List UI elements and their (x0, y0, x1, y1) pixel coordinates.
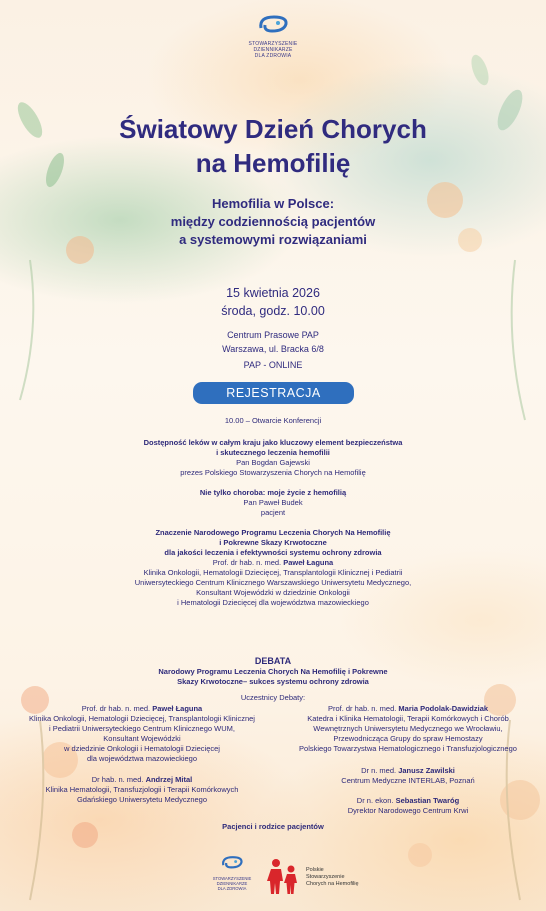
talk-speaker: Pan Bogdan Gajewski (236, 458, 310, 467)
agenda-opening: 10.00 – Otwarcie Konferencji (224, 416, 322, 425)
people-icon (262, 855, 304, 897)
participant-right-2 (276, 766, 540, 786)
participant-affiliation: Klinika Onkologii, Hematologii Dziecięcej, Transplantologii Klinicznej (29, 714, 255, 723)
venue-name: Centrum Prasowe PAP (227, 330, 319, 340)
subtitle (0, 195, 546, 249)
participant-title: Prof. dr hab. n. med. (327, 704, 397, 713)
event-time: środa, godz. 10.00 (221, 304, 325, 318)
agenda-talk-3 (0, 528, 546, 608)
page-title (0, 112, 546, 180)
venue-address: Warszawa, ul. Bracka 6/8 (222, 344, 324, 354)
logo-line: DZIENNIKARZE (216, 881, 248, 886)
talk-speaker-role: pacjent (260, 508, 286, 517)
participant-name-line (12, 775, 272, 785)
debate-section (0, 656, 546, 703)
logo-swirl-icon (218, 855, 246, 871)
footer-logo-organizer (212, 855, 252, 891)
participant-left-2 (12, 775, 272, 805)
footer-logo-psch (262, 855, 362, 897)
event-venue (0, 328, 546, 356)
event-format: PAP - ONLINE (243, 360, 303, 370)
logo-line: Chorych na Hemofilię (306, 881, 359, 887)
talk-title: Znaczenie Narodowego Programu Leczenia Chorych Na Hemofilię (155, 528, 391, 537)
logo-line: STOWARZYSZENIE (248, 41, 298, 47)
speaker-title: Prof. dr hab. n. med. (212, 558, 282, 567)
participant-affiliation: Konsultant Wojewódzki (103, 734, 181, 743)
speaker-affiliation: i Hematologii Dziecięcej dla województwa mazowieckiego (177, 598, 369, 607)
logo-line: DLA ZDROWIA (254, 53, 292, 59)
organizer-logo (243, 14, 303, 59)
title-line: Światowy Dzień Chorych (119, 114, 427, 144)
logo-line: DLA ZDROWIA (217, 886, 247, 891)
talk-speaker-role: prezes Polskiego Stowarzyszenia Chorych na Hemofilię (180, 468, 366, 477)
participant-title: Dr n. ekon. (356, 796, 394, 805)
participant-name-line (12, 704, 272, 714)
speaker-affiliation: Klinika Onkologii, Hematologii Dziecięcej, Transplantologii Klinicznej i Pediatrii (143, 568, 403, 577)
logo-line: Polskie Stowarzyszenie (306, 867, 345, 880)
participant-affiliation: dla województwa mazowieckiego (86, 754, 198, 763)
talk-title: dla jakości leczenia i efektywności systemu ochrony zdrowia (164, 548, 382, 557)
subtitle-line: Hemofilia w Polsce: (211, 196, 335, 211)
speaker-affiliation: Uniwersyteckiego Centrum Klinicznego Warszawskiego Uniwersytetu Medycznego, (134, 578, 412, 587)
participant-affiliation: Wewnętrznych Uniwersytetu Medycznego we Wrocławiu, (313, 724, 503, 733)
participant-name-line (276, 796, 540, 806)
participant-affiliation: Polskiego Towarzystwa Hematologicznego i Transfuzjologicznego (299, 744, 517, 753)
talk-title: Nie tylko choroba: moje życie z hemofilią (199, 488, 347, 497)
debate-title: Narodowy Programu Leczenia Chorych Na Hemofilię i Pokrewne (158, 667, 388, 676)
participant-name: Maria Podolak-Dawidziak (398, 704, 489, 713)
logo-line: DZIENNIKARZE (253, 47, 293, 53)
participant-left-1 (12, 704, 272, 764)
participant-name: Janusz Zawilski (398, 766, 455, 775)
talk-speaker (0, 558, 546, 568)
participant-name: Sebastian Twaróg (395, 796, 460, 805)
agenda-talk-2 (0, 488, 546, 518)
agenda-talk-1 (0, 438, 546, 478)
debate-footer: Pacjenci i rodzice pacjentów (222, 822, 324, 831)
participant-title: Dr hab. n. med. (91, 775, 144, 784)
debate-title: Skazy Krwotoczne– sukces systemu ochrony zdrowia (177, 677, 369, 686)
participant-title: Prof. dr hab. n. med. (81, 704, 151, 713)
participant-affiliation: Centrum Medyczne INTERLAB, Poznań (341, 776, 475, 785)
title-line: na Hemofilię (195, 148, 351, 178)
participant-affiliation: Przewodnicząca Grupy do spraw Hemostazy (333, 734, 483, 743)
participant-affiliation: i Pediatrii Uniwersyteckiego Centrum Klinicznego WUM, (49, 724, 235, 733)
logo-line: STOWARZYSZENIE (212, 876, 252, 881)
talk-title: i Pokrewne Skazy Krwotoczne (219, 538, 327, 547)
participant-right-1 (276, 704, 540, 754)
speaker-affiliation: Konsultant Wojewódzki w dziedzinie Onkologii (196, 588, 350, 597)
participant-right-3 (276, 796, 540, 816)
talk-title: Dostępność leków w całym kraju jako kluczowy element bezpieczeństwa (143, 438, 403, 447)
speaker-name: Paweł Łaguna (283, 558, 334, 567)
talk-speaker: Pan Paweł Budek (243, 498, 303, 507)
participant-title: Dr n. med. (361, 766, 397, 775)
register-button[interactable]: REJESTRACJA (193, 382, 354, 404)
debate-heading: DEBATA (254, 656, 292, 666)
participants-label: Uczestnicy Debaty: (240, 693, 306, 702)
participant-affiliation: Klinika Hematologii, Transfuzjologii i Terapii Komórkowych (45, 785, 239, 794)
participant-affiliation: w dziedzinie Onkologii i Hematologii Dziecięcej (64, 744, 220, 753)
event-datetime (0, 284, 546, 320)
participant-name: Andrzej Mital (145, 775, 193, 784)
logo-swirl-icon (256, 14, 290, 36)
subtitle-line: a systemowymi rozwiązaniami (179, 232, 367, 247)
psch-logo-text (306, 867, 362, 888)
subtitle-line: między codziennością pacjentów (170, 214, 376, 229)
participant-name-line (276, 766, 540, 776)
participant-affiliation: Gdańskiego Uniwersytetu Medycznego (76, 795, 208, 804)
participant-affiliation: Dyrektor Narodowego Centrum Krwi (347, 806, 469, 815)
participant-name: Paweł Łaguna (152, 704, 203, 713)
talk-title: i skutecznego leczenia hemofilii (216, 448, 330, 457)
participant-affiliation: Katedra i Klinika Hematologii, Terapii Komórkowych i Chorób (307, 714, 509, 723)
event-date: 15 kwietnia 2026 (226, 286, 320, 300)
participant-name-line (276, 704, 540, 714)
